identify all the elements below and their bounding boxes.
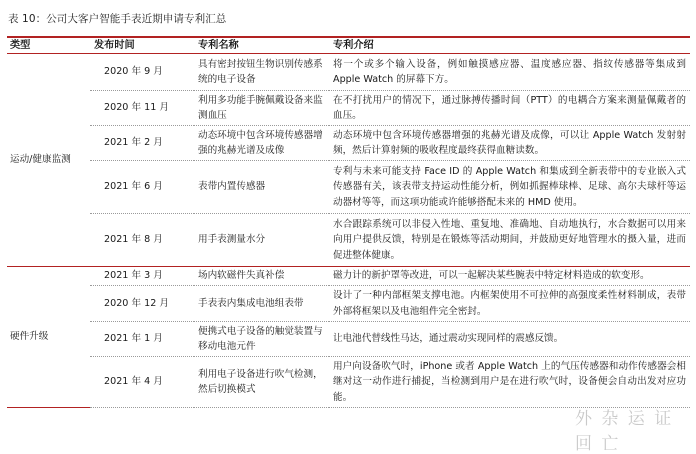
date-cell: 2021 年 3 月: [90, 267, 194, 286]
table-row: [7, 161, 690, 214]
patent-desc-cell: 在不打扰用户的情况下，通过脉搏传播时间（PTT）的电耦合方案来测量佩戴者的血压。: [329, 91, 690, 126]
patent-desc-cell: 动态环境中包含环境传感器增强的兆赫光谱及成像，可以让 Apple Watch 发射射频，然后计算射频的吸收程度最终获得血糖读数。: [329, 126, 690, 161]
category-cell: 硬件升级: [7, 267, 90, 408]
date-cell: 2020 年 9 月: [90, 54, 194, 91]
date-cell: 2021 年 8 月: [90, 214, 194, 267]
patent-table: [7, 36, 690, 408]
watermark: 外 杂 运 证 回 亡: [575, 409, 674, 454]
patent-desc-cell: 磁力计的新护罩等改进，可以一起解决某些腕表中特定材料造成的软变形。: [329, 267, 690, 286]
patent-name-cell: 利用多功能手腕佩戴设备来监测血压: [194, 91, 329, 126]
table-row: [7, 91, 690, 126]
date-cell: 2021 年 1 月: [90, 322, 194, 357]
patent-name-cell: 用手表测量水分: [194, 214, 329, 267]
table-row: [7, 286, 690, 322]
date-cell: 2021 年 2 月: [90, 126, 194, 161]
patent-desc-cell: 设计了一种内部框架支撑电池。内框架使用不可拉伸的高强度柔性材料制成，表带外部将框架以及电池组件完全密封。: [329, 286, 690, 322]
table-header-row: [7, 37, 690, 54]
patent-name-cell: 便携式电子设备的触觉装置与移动电池元件: [194, 322, 329, 357]
table-row: [7, 357, 690, 408]
header-category: 类型: [7, 37, 90, 54]
patent-desc-cell: 让电池代替线性马达，通过震动实现同样的震感反馈。: [329, 322, 690, 357]
date-cell: 2020 年 12 月: [90, 286, 194, 322]
patent-desc-cell: 水合跟踪系统可以非侵入性地、重复地、准确地、自动地执行，水合数据可以用来向用户提供反馈，特别是在锻炼等活动期间，并鼓励更好地管理水的摄入量，进而促进整体健康。: [329, 214, 690, 267]
patent-name-cell: 利用电子设备进行吹气检测，然后切换模式: [194, 357, 329, 408]
table-row: [7, 322, 690, 357]
patent-name-cell: 场内软磁件失真补偿: [194, 267, 329, 286]
table-row: [7, 214, 690, 267]
table-row: [7, 126, 690, 161]
date-cell: 2021 年 4 月: [90, 357, 194, 408]
patent-desc-cell: 用户向设备吹气时，iPhone 或者 Apple Watch 上的气压传感器和动作传感器会相继对这一动作进行捕捉，当检测到用户是在进行吹气时，设备便会自动出发对应功能。: [329, 357, 690, 408]
header-name: 专利名称: [194, 37, 329, 54]
category-cell: 运动/健康监测: [7, 54, 90, 267]
table-row: [7, 267, 690, 286]
patent-desc-cell: 专利与未来可能支持 Face ID 的 Apple Watch 和集成到全新表带中的专业嵌入式传感器有关，该表带支持运动性能分析，例如抓握棒球棒、足球、高尔夫球杆等运动器材等等，而这项功能或许能够搭配未来的 HMD 使用。: [329, 161, 690, 214]
date-cell: 2021 年 6 月: [90, 161, 194, 214]
patent-name-cell: 具有密封按钮生物识别传感系统的电子设备: [194, 54, 329, 91]
patent-desc-cell: 将一个或多个输入设备，例如触摸感应器、温度感应器、指纹传感器等集成到 Apple Watch 的屏幕下方。: [329, 54, 690, 91]
header-date: 发布时间: [90, 37, 194, 54]
patent-name-cell: 动态环境中包含环境传感器增强的兆赫光谱及成像: [194, 126, 329, 161]
table-row: [7, 54, 690, 91]
date-cell: 2020 年 11 月: [90, 91, 194, 126]
patent-name-cell: 手表表内集成电池组表带: [194, 286, 329, 322]
header-intro: 专利介绍: [329, 37, 690, 54]
patent-name-cell: 表带内置传感器: [194, 161, 329, 214]
table-caption: 表 10：公司大客户智能手表近期申请专利汇总: [8, 13, 227, 25]
